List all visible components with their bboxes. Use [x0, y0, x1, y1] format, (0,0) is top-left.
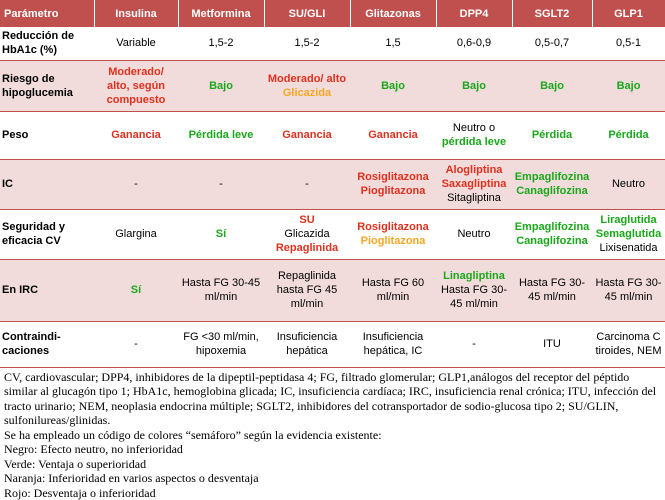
cell-text: Canaglifozina [514, 234, 590, 248]
cell-text: - [180, 177, 262, 191]
table-cell [436, 159, 512, 209]
table-cell [350, 209, 436, 259]
table-row [0, 209, 665, 259]
cell-text: Variable [96, 36, 176, 50]
row-label: Peso [0, 111, 94, 159]
cell-text: Ganancia [96, 128, 176, 142]
table-cell [94, 111, 178, 159]
cell-text: Canaglifozina [514, 184, 590, 198]
cell-text: Insuficiencia hepática, IC [352, 330, 434, 358]
table-cell [512, 321, 592, 367]
cell-text: 1,5-2 [180, 36, 262, 50]
cell-text: Rosiglitazona [352, 170, 434, 184]
cell-text: Pioglitazona [352, 184, 434, 198]
header-parametro: Parámetro [0, 0, 94, 27]
table-cell [512, 60, 592, 111]
table-cell [178, 259, 264, 321]
table-cell [264, 321, 350, 367]
cell-text: Ganancia [266, 128, 348, 142]
cell-text: Sí [180, 227, 262, 241]
table-row [0, 259, 665, 321]
table-cell [592, 60, 665, 111]
cell-text: 0,5-0,7 [514, 36, 590, 50]
cell-text: Linagliptina [438, 269, 510, 283]
cell-text: SU [266, 213, 348, 227]
table-cell [592, 111, 665, 159]
cell-text: Neutro o [438, 121, 510, 135]
table-cell [512, 259, 592, 321]
table-row [0, 321, 665, 367]
cell-text: Moderado/ alto [266, 72, 348, 86]
table-cell [94, 259, 178, 321]
cell-text: Hasta FG 30-45 ml/min [438, 283, 510, 311]
table-cell [350, 111, 436, 159]
cell-text: Neutro [594, 177, 663, 191]
footnotes [0, 368, 665, 500]
cell-text: 1,5-2 [266, 36, 348, 50]
cell-text: - [96, 337, 176, 351]
cell-text: Pioglitazona [352, 234, 434, 248]
cell-text: Alogliptina [438, 163, 510, 177]
table-cell [178, 27, 264, 60]
cell-text: Hasta FG 30-45 ml/min [514, 276, 590, 304]
cell-text: Liraglutida [594, 213, 663, 227]
table-body [0, 27, 665, 367]
table-cell [512, 209, 592, 259]
header-metformina: Metformina [178, 0, 264, 27]
table-cell [436, 111, 512, 159]
cell-text: Hasta FG 30-45 ml/min [180, 276, 262, 304]
table-cell [264, 159, 350, 209]
cell-text: Carcinoma C tiroides, NEM [594, 330, 663, 358]
legend-line: Se ha empleado un código de colores “semáforo” según la evidencia existente: [4, 428, 661, 443]
cell-text: Bajo [352, 79, 434, 93]
cell-text: Ganancia [352, 128, 434, 142]
table-cell [592, 209, 665, 259]
cell-text: 0,5-1 [594, 36, 663, 50]
row-label: En IRC [0, 259, 94, 321]
table-cell [350, 60, 436, 111]
cell-text: ITU [514, 337, 590, 351]
table-cell [178, 60, 264, 111]
row-label: Seguridad y eficacia CV [0, 209, 94, 259]
table-cell [264, 27, 350, 60]
table-cell [94, 60, 178, 111]
table-cell [178, 111, 264, 159]
table-cell [264, 209, 350, 259]
table-cell [436, 60, 512, 111]
table-cell [350, 27, 436, 60]
cell-text: 1,5 [352, 36, 434, 50]
table-cell [350, 321, 436, 367]
table-cell [436, 259, 512, 321]
row-label: Reducción de HbA1c (%) [0, 27, 94, 60]
table-cell [592, 27, 665, 60]
cell-text: Bajo [514, 79, 590, 93]
cell-text: Glicazida [266, 86, 348, 100]
cell-text: Pérdida [594, 128, 663, 142]
table-cell [178, 159, 264, 209]
legend-line: Negro: Efecto neutro, no inferioridad [4, 442, 661, 457]
row-label: Riesgo de hipoglucemia [0, 60, 94, 111]
table-row [0, 111, 665, 159]
cell-text: - [96, 177, 176, 191]
cell-text: Semaglutida [594, 227, 663, 241]
cell-text: Empaglifozina [514, 170, 590, 184]
header-glp1: GLP1 [592, 0, 665, 27]
legend-line: Rojo: Desventaja o inferioridad [4, 486, 661, 500]
table-row [0, 27, 665, 60]
cell-text: Bajo [438, 79, 510, 93]
table-cell [264, 259, 350, 321]
cell-text: pérdida leve [438, 135, 510, 149]
table-cell [512, 27, 592, 60]
cell-text: Bajo [594, 79, 663, 93]
row-label: IC [0, 159, 94, 209]
cell-text: Glicazida [266, 227, 348, 241]
header-glitazonas: Glitazonas [350, 0, 436, 27]
table-cell [94, 321, 178, 367]
table-cell [350, 259, 436, 321]
cell-text: Lixisenatida [594, 241, 663, 255]
row-label: Contraindi-caciones [0, 321, 94, 367]
cell-text: Hasta FG 60 ml/min [352, 276, 434, 304]
abbreviations-note: CV, cardiovascular; DPP4, inhibidores de la dipeptil-peptidasa 4; FG, filtrado glomerular; GLP1,análogos del receptor del péptido similar al glucagón tipo 1; HbA1c, hemoglobina glicada; IC, insuficiencia cardíaca; IRC, insuficiencia renal crónica; ITU, infección del tracto urinario; NEM, neoplasia endocrina múltiple; SGLT2, inhibidores del cotransportador de sodio-glucosa tipo 2; SU/GLIN, sulfonilureas/glinidas. [4, 370, 661, 428]
table-cell [94, 209, 178, 259]
table-cell [592, 321, 665, 367]
table-cell [592, 159, 665, 209]
table-cell [264, 111, 350, 159]
table-cell [350, 159, 436, 209]
table-cell [94, 27, 178, 60]
cell-text: Repaglinida [266, 241, 348, 255]
table-cell [512, 111, 592, 159]
table-cell [436, 209, 512, 259]
table-cell [264, 60, 350, 111]
table-cell [592, 259, 665, 321]
table-cell [178, 209, 264, 259]
table-cell [436, 321, 512, 367]
table-row [0, 60, 665, 111]
cell-text: - [438, 337, 510, 351]
cell-text: Moderado/ alto, según compuesto [96, 65, 176, 107]
cell-text: Pérdida [514, 128, 590, 142]
cell-text: - [266, 177, 348, 191]
table-cell [178, 321, 264, 367]
cell-text: Neutro [438, 227, 510, 241]
cell-text: FG <30 ml/min, hipoxemia [180, 330, 262, 358]
legend-line: Verde: Ventaja o superioridad [4, 457, 661, 472]
cell-text: Saxagliptina [438, 177, 510, 191]
table-cell [94, 159, 178, 209]
table-row [0, 159, 665, 209]
cell-text: Bajo [180, 79, 262, 93]
cell-text: Sí [96, 283, 176, 297]
table-cell [512, 159, 592, 209]
header-dpp4: DPP4 [436, 0, 512, 27]
cell-text: 0,6-0,9 [438, 36, 510, 50]
cell-text: Sitagliptina [438, 191, 510, 205]
header-insulina: Insulina [94, 0, 178, 27]
header-row [0, 0, 665, 27]
cell-text: Insuficiencia hepática [266, 330, 348, 358]
cell-text: Repaglinida hasta FG 45 ml/min [266, 269, 348, 311]
table-cell [436, 27, 512, 60]
cell-text: Glargina [96, 227, 176, 241]
header-su-gli: SU/GLI [264, 0, 350, 27]
cell-text: Rosiglitazona [352, 220, 434, 234]
legend-line: Naranja: Inferioridad en varios aspectos o desventaja [4, 471, 661, 486]
header-sglt2: SGLT2 [512, 0, 592, 27]
cell-text: Pérdida leve [180, 128, 262, 142]
cell-text: Empaglifozina [514, 220, 590, 234]
cell-text: Hasta FG 30-45 ml/min [594, 276, 663, 304]
